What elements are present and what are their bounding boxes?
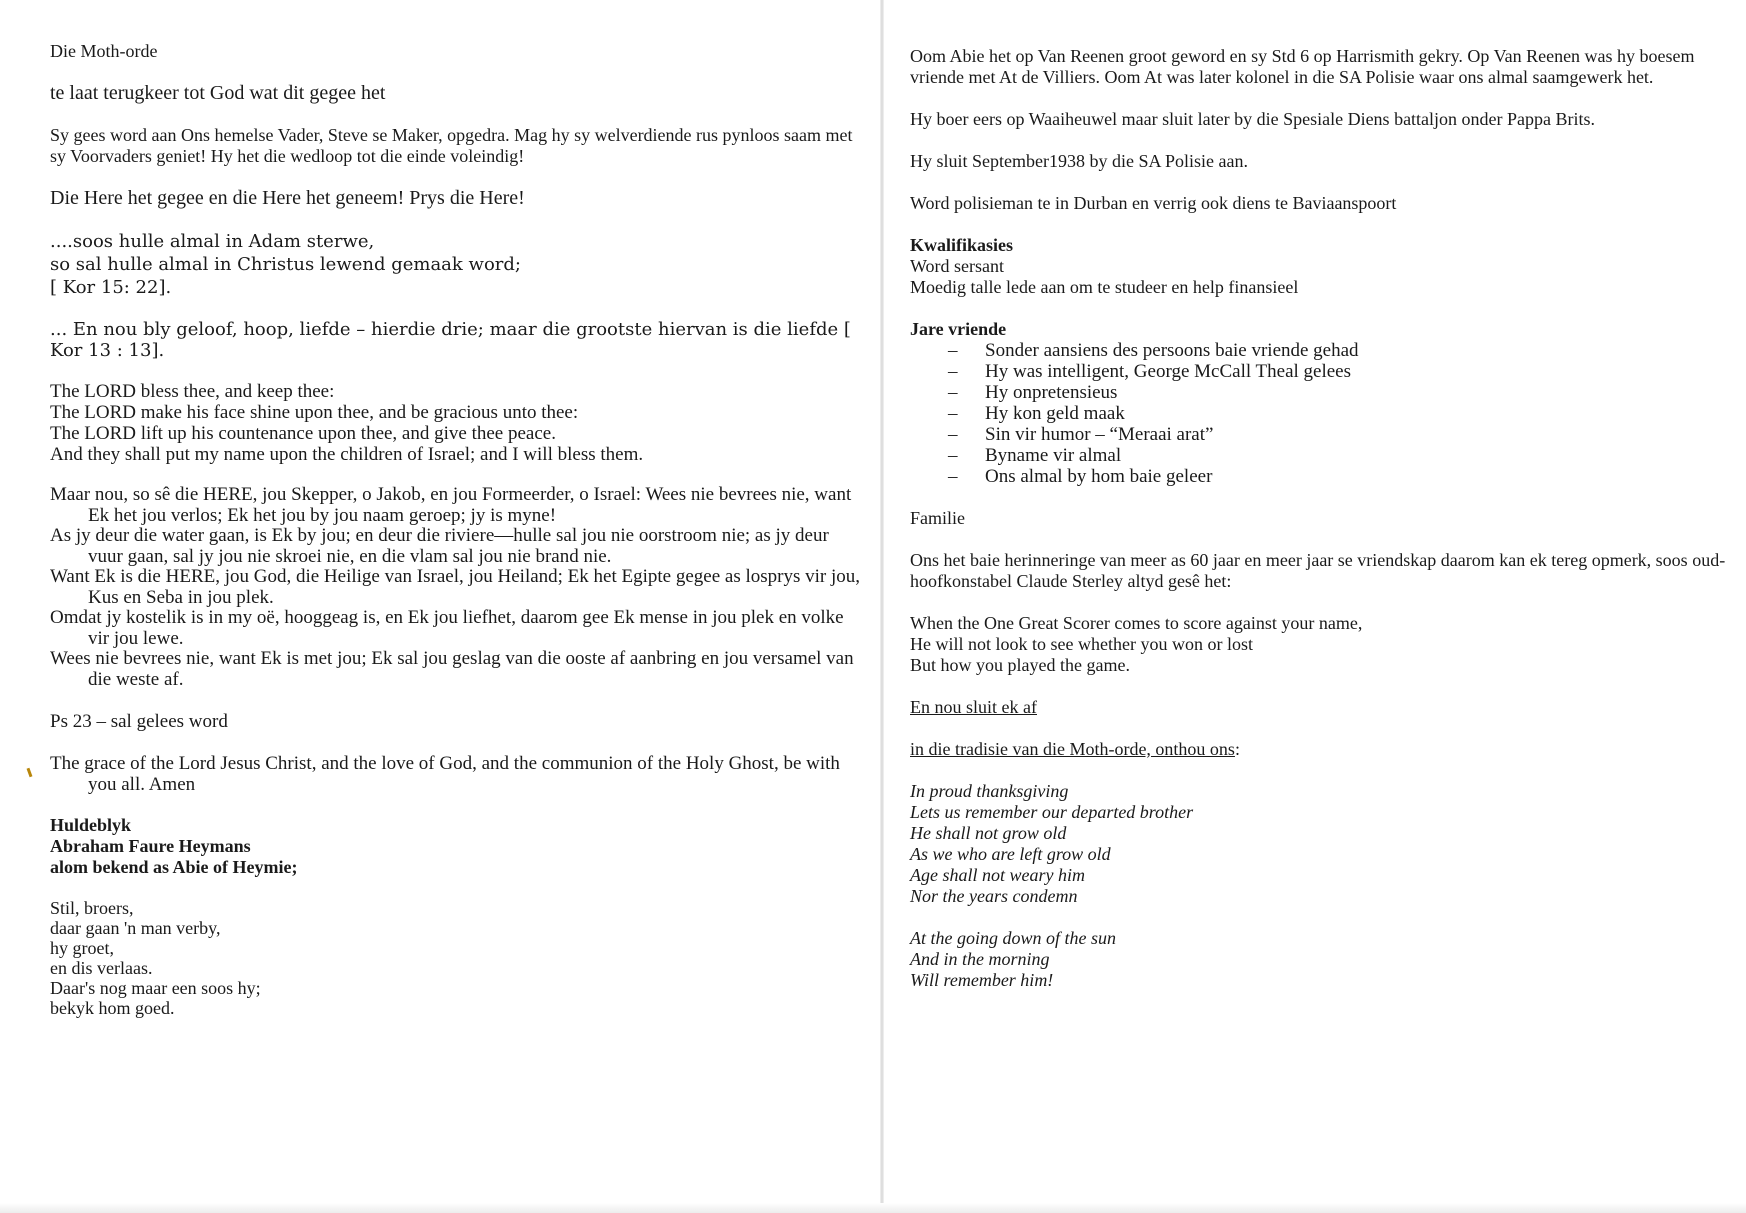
biography-paragraph-1: Oom Abie het op Van Reenen groot geword en sy Std 6 op Harrismith gekry. Op Van Reenen was hy boesem vriende met At de Villiers. Oom At was later kolonel in die SA Polisie waar ons almal saamgewerk het. [910, 46, 1695, 87]
qualification-item: Moedig talle lede aan om te studeer en help finansieel [910, 277, 1299, 297]
ode-line: And in the morning [910, 949, 1050, 969]
closing-line: En nou sluit ek af [910, 697, 1037, 717]
list-item-text: Byname vir almal [985, 445, 1122, 466]
jesaja-verse: As jy deur die water gaan, is Ek by jou; en deur die riviere—hulle sal jou nie oorstroom nie; as jy deur vuur gaan, sal jy jou nie skroei nie, en die vlam sal jou nie brand nie. [50, 525, 829, 567]
friends-heading: Jare vriende [910, 319, 1007, 339]
tradition-colon: : [1234, 739, 1240, 759]
dash-bullet: – [948, 445, 958, 466]
biography-paragraph-4: Word polisieman te in Durban en verrig ook diens te Baviaanspoort [910, 193, 1397, 213]
list-item [910, 382, 1726, 403]
dash-bullet: – [948, 403, 958, 424]
dedication-paragraph: Sy gees word aan Ons hemelse Vader, Steve se Maker, opgedra. Mag hy sy welverdiende rus pynloos saam met sy Voorvaders geniet! Hy het die wedloop tot die einde voleindig! [50, 125, 853, 166]
list-item-text: Sonder aansiens des persoons baie vriende gehad [985, 340, 1359, 361]
quote-line: When the One Great Scorer comes to score against your name, [910, 613, 1363, 633]
dash-bullet: – [948, 361, 958, 382]
order-heading: Die Moth-orde [50, 41, 158, 61]
quote-line: He will not look to see whether you won or lost [910, 634, 1253, 654]
kor15-line: ....soos hulle almal in Adam sterwe, [50, 231, 375, 252]
blessing [50, 381, 860, 465]
poem-line: daar gaan 'n man verby, [50, 918, 221, 938]
list-item [910, 361, 1726, 382]
kor13-verse: ... En nou bly geloof, hoop, liefde – hierdie drie; maar die grootste hiervan is die liefde [ Kor 13 : 13]. [50, 319, 851, 361]
ode-line: In proud thanksgiving [910, 781, 1069, 801]
dash-bullet: – [948, 382, 958, 403]
list-item-text: Hy was intelligent, George McCall Theal gelees [985, 361, 1352, 382]
quote-line: But how you played the game. [910, 655, 1130, 675]
blessing-line: The LORD make his face shine upon thee, and be gracious unto thee: [50, 402, 579, 423]
psalm-line: Ps 23 – sal gelees word [50, 711, 228, 732]
poem-line: en dis verlaas. [50, 958, 153, 978]
return-line: te laat terugkeer tot God wat dit gegee het [50, 82, 386, 104]
jesaja-verse: Want Ek is die HERE, jou God, die Heilige van Israel, jou Heiland; Ek het Egipte gegee as losprys vir jou, Kus en Seba in jou plek. [50, 566, 861, 608]
list-item [910, 445, 1726, 466]
kor15-verse [50, 230, 860, 299]
poem-line: hy groet, [50, 938, 114, 958]
list-item-text: Sin vir humor – “Meraai arat” [985, 424, 1214, 445]
kor15-line: [ Kor 15: 22]. [50, 277, 172, 298]
tribute-alias: alom bekend as Abie of Heymie; [50, 857, 298, 877]
praise-line: Die Here het gegee en die Here het geneem! Prys die Here! [50, 187, 525, 209]
right-page [884, 0, 1746, 1213]
tradition-line [910, 739, 1726, 760]
tradition-text: in die tradisie van die Moth-orde, onthou ons [910, 739, 1235, 759]
friends-list [910, 340, 1726, 487]
qualification-item: Word sersant [910, 256, 1005, 276]
page-bottom-edge [0, 1203, 1746, 1213]
ode-line: Will remember him! [910, 970, 1054, 990]
memories-paragraph: Ons het baie herinneringe van meer as 60 jaar en meer jaar se vriendskap daarom kan ek tereg opmerk, soos oud-hoofkonstabel Claude Sterley altyd gesê het: [910, 550, 1726, 591]
kor15-line: so sal hulle almal in Christus lewend gemaak word; [50, 254, 521, 275]
list-item [910, 466, 1726, 487]
grace-verse: The grace of the Lord Jesus Christ, and the love of God, and the communion of the Holy Ghost, be with you all. Amen [50, 753, 840, 795]
ode-stanza-1 [910, 781, 1726, 907]
ode-line: Age shall not weary him [910, 865, 1085, 885]
list-item [910, 424, 1726, 445]
list-item-text: Ons almal by hom baie geleer [985, 466, 1213, 487]
dash-bullet: – [948, 340, 958, 361]
tribute-title: Huldeblyk [50, 815, 132, 835]
list-item [910, 340, 1726, 361]
scorer-quote [910, 613, 1726, 676]
poem-line: Stil, broers, [50, 898, 134, 918]
family-heading: Familie [910, 508, 965, 528]
poem-line: Daar's nog maar een soos hy; [50, 978, 261, 998]
blessing-line: The LORD bless thee, and keep thee: [50, 381, 335, 402]
tribute-name: Abraham Faure Heymans [50, 836, 251, 856]
blessing-line: And they shall put my name upon the children of Israel; and I will bless them. [50, 444, 644, 465]
ode-stanza-2 [910, 928, 1726, 991]
biography-paragraph-3: Hy sluit September1938 by die SA Polisie aan. [910, 151, 1248, 171]
jesaja-verse: Omdat jy kostelik is in my oë, hooggeag is, en Ek jou liefhet, daarom gee Ek mense in jou plek en volke vir jou lewe. [50, 607, 844, 649]
list-item [910, 403, 1726, 424]
jesaja-verses [50, 485, 860, 690]
biography-paragraph-2: Hy boer eers op Waaiheuwel maar sluit later by die Spesiale Diens battaljon onder Pappa Brits. [910, 109, 1596, 129]
ode-line: Lets us remember our departed brother [910, 802, 1194, 822]
list-item-text: Hy kon geld maak [985, 403, 1125, 424]
list-item-text: Hy onpretensieus [985, 382, 1118, 403]
ode-line: At the going down of the sun [910, 928, 1116, 948]
dash-bullet: – [948, 466, 958, 487]
qualifications-heading: Kwalifikasies [910, 235, 1014, 255]
ode-line: Nor the years condemn [910, 886, 1078, 906]
poem-line: bekyk hom goed. [50, 998, 175, 1018]
dash-bullet: – [948, 424, 958, 445]
blessing-line: The LORD lift up his countenance upon thee, and give thee peace. [50, 423, 556, 444]
ode-line: As we who are left grow old [910, 844, 1111, 864]
ode-line: He shall not grow old [910, 823, 1067, 843]
tribute-poem [50, 898, 860, 1018]
jesaja-verse: Wees nie bevrees nie, want Ek is met jou; Ek sal jou geslag van die ooste af aanbring en jou versamel van die weste af. [50, 648, 854, 690]
tribute-heading [50, 815, 860, 878]
jesaja-verse: Maar nou, so sê die HERE, jou Skepper, o Jakob, en jou Formeerder, o Israel: Wees nie bevrees nie, want Ek het jou verlos; Ek het jou by jou naam geroep; jy is myne! [50, 484, 852, 526]
